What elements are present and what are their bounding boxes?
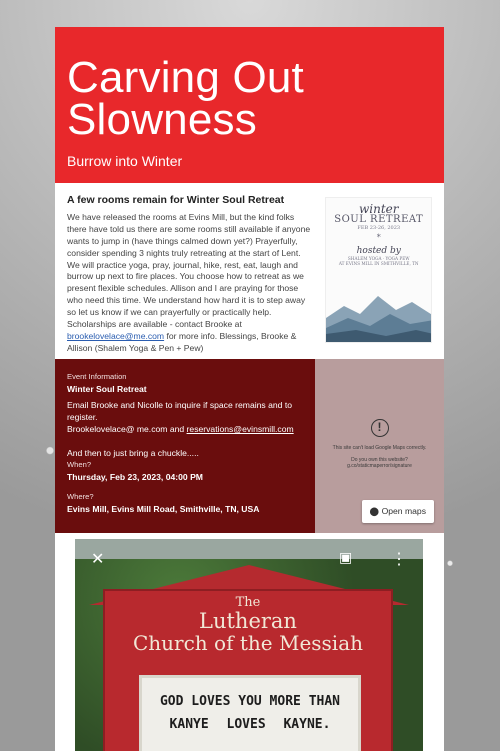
poster-line2: SOUL RETREAT — [334, 214, 424, 225]
event-desc1: Email Brooke and Nicolle to inquire if space remains and to register. — [67, 400, 292, 422]
map-error-text: This site can't load Google Maps correctly. — [332, 445, 427, 451]
event-name: Winter Soul Retreat — [67, 384, 147, 394]
poster-line3: FEB 23-26, 2023 — [357, 225, 401, 231]
church-sign — [103, 589, 393, 751]
map-pin-icon: ⬤ — [369, 506, 380, 516]
email-link[interactable]: brookelovelace@me.com — [67, 330, 165, 341]
page-title — [67, 53, 432, 144]
article-heading: A few rooms remain for Winter Soul Retreat — [67, 194, 285, 206]
map-owner-link[interactable]: g.co/staticmaperror/signature — [347, 463, 412, 469]
reservations-email-link[interactable]: reservations@evinsmill.com — [186, 424, 294, 434]
open-maps-button[interactable] — [362, 500, 434, 523]
event-desc2-text: Brookelovelace@ me.com and — [67, 424, 187, 434]
title-line-1: Carving Out — [67, 53, 304, 102]
map-owner-question: Do you own this website? — [351, 457, 408, 463]
message-board — [139, 675, 361, 751]
event-section — [55, 359, 444, 533]
retreat-poster-image[interactable] — [325, 197, 432, 343]
poster-line7: AT EVINS MILL IN SMITHVILLE, TN — [338, 261, 419, 266]
event-desc3: And then to just bring a chuckle..... — [67, 448, 199, 458]
event-info — [55, 359, 315, 533]
article-body-part1: We have released the rooms at Evins Mill, but the kind folks there have told us there are some rooms still available if anyone wants to jump in (have things calmed down yet?) Prayerfully, consider spending 3 nights truly retreating at the start of Lent. We will practice yoga, pray, journal, hike, rest, eat, laugh and burrow up next to fire places. You choose how to retreat as we present flexible schedules. Allison and I are praying for those who need this time. We understand how hard it is to step away so let us know if we can prayerfully or practically help. Scholarships are available - contact Brooke at — [67, 211, 311, 330]
board-line1: GOD LOVES YOU MORE THAN — [159, 694, 340, 709]
poster-line4: * — [376, 233, 381, 242]
header-banner — [55, 27, 444, 183]
when-value: Thursday, Feb 23, 2023, 04:00 PM — [67, 472, 203, 482]
map-owner-text — [315, 457, 444, 469]
where-label: Where? — [67, 492, 94, 501]
article-section — [55, 183, 444, 359]
sign-line-the: The — [235, 595, 261, 610]
map-panel[interactable] — [315, 359, 444, 533]
more-vertical-icon[interactable]: ⋮ — [391, 551, 407, 568]
article-body-part2: for more info. Blessings, Brooke & Allison (Shalem Yoga & Pen + Pew) — [67, 330, 297, 353]
where-value: Evins Mill, Evins Mill Road, Smithville, TN, USA — [67, 504, 260, 514]
event-desc2 — [67, 423, 303, 435]
church-sign-photo[interactable] — [75, 539, 423, 751]
mountain-illustration — [326, 284, 432, 342]
poster-line5: hosted by — [356, 246, 401, 256]
when-label: When? — [67, 460, 92, 469]
warning-icon: ! — [371, 419, 389, 437]
newsletter-page — [55, 27, 444, 751]
poster-line6: SHALEM YOGA · YOGA PEW — [347, 256, 410, 261]
article-text — [67, 194, 315, 353]
sign-line-lutheran: Lutheran — [199, 609, 297, 633]
poster-line1: winter — [358, 202, 399, 216]
close-icon[interactable]: ✕ — [91, 551, 105, 568]
board-line2: KANYE LOVES KAYNE. — [169, 717, 331, 732]
event-section-label: Event Information — [67, 372, 127, 381]
sign-line-church: Church of the Messiah — [132, 631, 364, 655]
lens-icon[interactable]: ▣ — [339, 549, 353, 565]
title-line-2: Slowness — [67, 95, 257, 144]
article-body — [67, 212, 315, 355]
page-subtitle: Burrow into Winter — [67, 153, 183, 169]
open-maps-label: Open maps — [381, 506, 426, 516]
